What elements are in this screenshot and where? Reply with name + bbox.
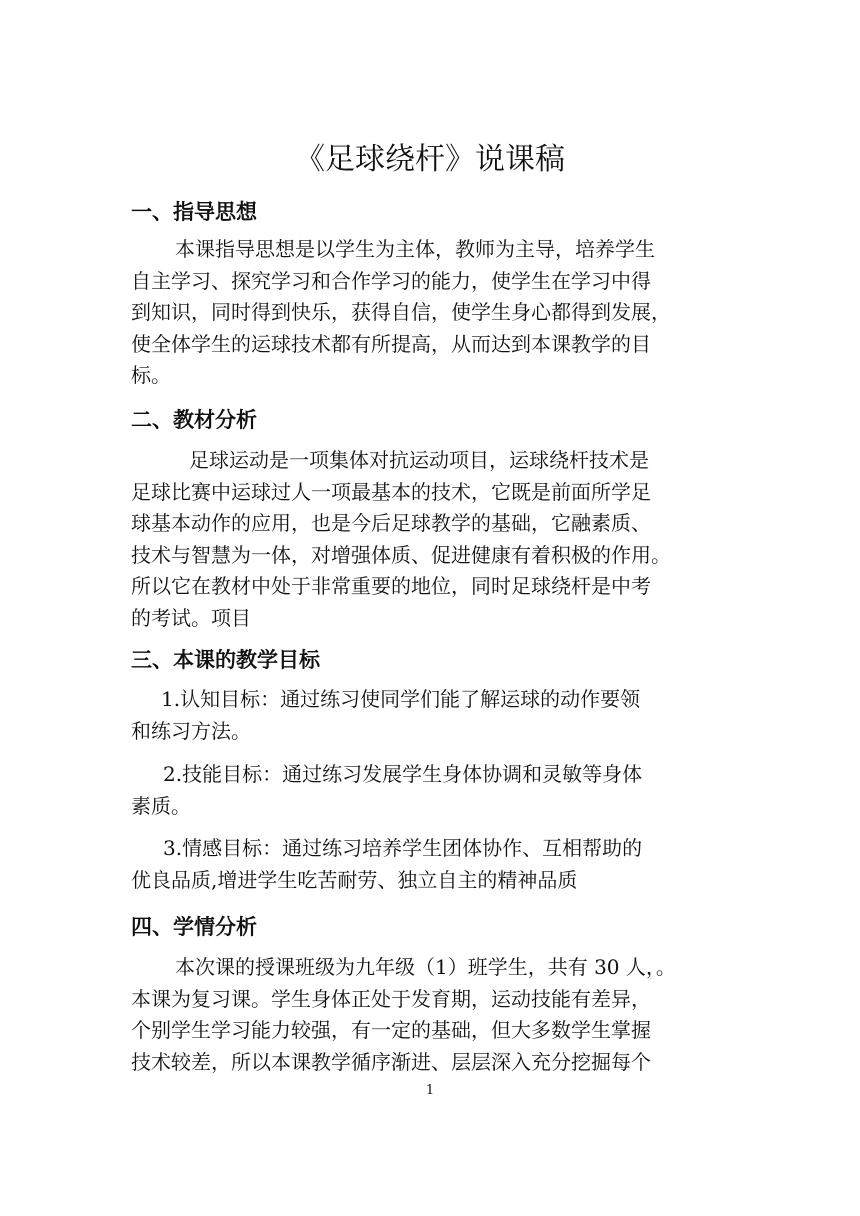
paragraph-line: 使全体学生的运球技术都有所提高，从而达到本课教学的目 xyxy=(131,331,651,356)
paragraph-line: 球基本动作的应用，也是今后足球教学的基础，它融素质、 xyxy=(131,511,651,535)
paragraph-line: 3.情感目标：通过练习培养学生团体协作、互相帮助的 xyxy=(163,836,643,860)
page-number: 1 xyxy=(425,1083,435,1098)
paragraph-line: 1.认知目标：通过练习使同学们能了解运球的动作要领 xyxy=(161,687,641,711)
goal-skill xyxy=(131,759,729,822)
section-heading-student-analysis: 四、学情分析 xyxy=(131,915,257,939)
paragraph-material-analysis xyxy=(131,445,729,634)
paragraph-line: 的考试。项目 xyxy=(131,605,251,630)
section-heading-guiding-ideology: 一、指导思想 xyxy=(131,200,257,224)
paragraph-line: 技术较差，所以本课教学循序渐进、层层深入充分挖掘每个 xyxy=(131,1049,651,1074)
section-heading-teaching-goals: 三、本课的教学目标 xyxy=(131,648,320,672)
paragraph-line: 到知识，同时得到快乐，获得自信，使学生身心都得到发展， xyxy=(131,300,671,324)
goal-affective xyxy=(131,833,729,896)
section-heading-material-analysis: 二、教材分析 xyxy=(131,408,257,432)
paragraph-line: 个别学生学习能力较强，有一定的基础，但大多数学生掌握 xyxy=(131,1018,651,1042)
paragraph-line: 技术与智慧为一体，对增强体质、促进健康有着积极的作用。 xyxy=(131,542,671,567)
paragraph-line: 本课为复习课。学生身体正处于发育期，运动技能有差异， xyxy=(131,986,651,1011)
paragraph-line: 足球比赛中运球过人一项最基本的技术，它既是前面所学足 xyxy=(131,479,651,504)
paragraph-line: 本次课的授课班级为九年级（1）班学生，共有 30 人，。 xyxy=(175,955,676,979)
paragraph-line: 足球运动是一项集体对抗运动项目，运球绕杆技术是 xyxy=(189,448,649,472)
paragraph-line: 自主学习、探究学习和合作学习的能力，使学生在学习中得 xyxy=(131,268,651,293)
paragraph-line: 优良品质,增进学生吃苦耐劳、独立自主的精神品质 xyxy=(131,867,578,892)
paragraph-line: 素质。 xyxy=(131,793,191,818)
paragraph-line: 所以它在教材中处于非常重要的地位，同时足球绕杆是中考 xyxy=(131,574,651,598)
paragraph-student-analysis xyxy=(131,952,729,1078)
goal-cognitive xyxy=(131,684,729,747)
paragraph-line: 标。 xyxy=(131,363,171,387)
paragraph-line: 本课指导思想是以学生为主体，教师为主导，培养学生 xyxy=(175,237,655,261)
document-title: 《足球绕杆》说课稿 xyxy=(295,142,565,177)
paragraph-line: 和练习方法。 xyxy=(131,718,251,743)
paragraph-line: 2.技能目标：通过练习发展学生身体协调和灵敏等身体 xyxy=(163,762,643,786)
paragraph-guiding-ideology xyxy=(131,234,729,392)
